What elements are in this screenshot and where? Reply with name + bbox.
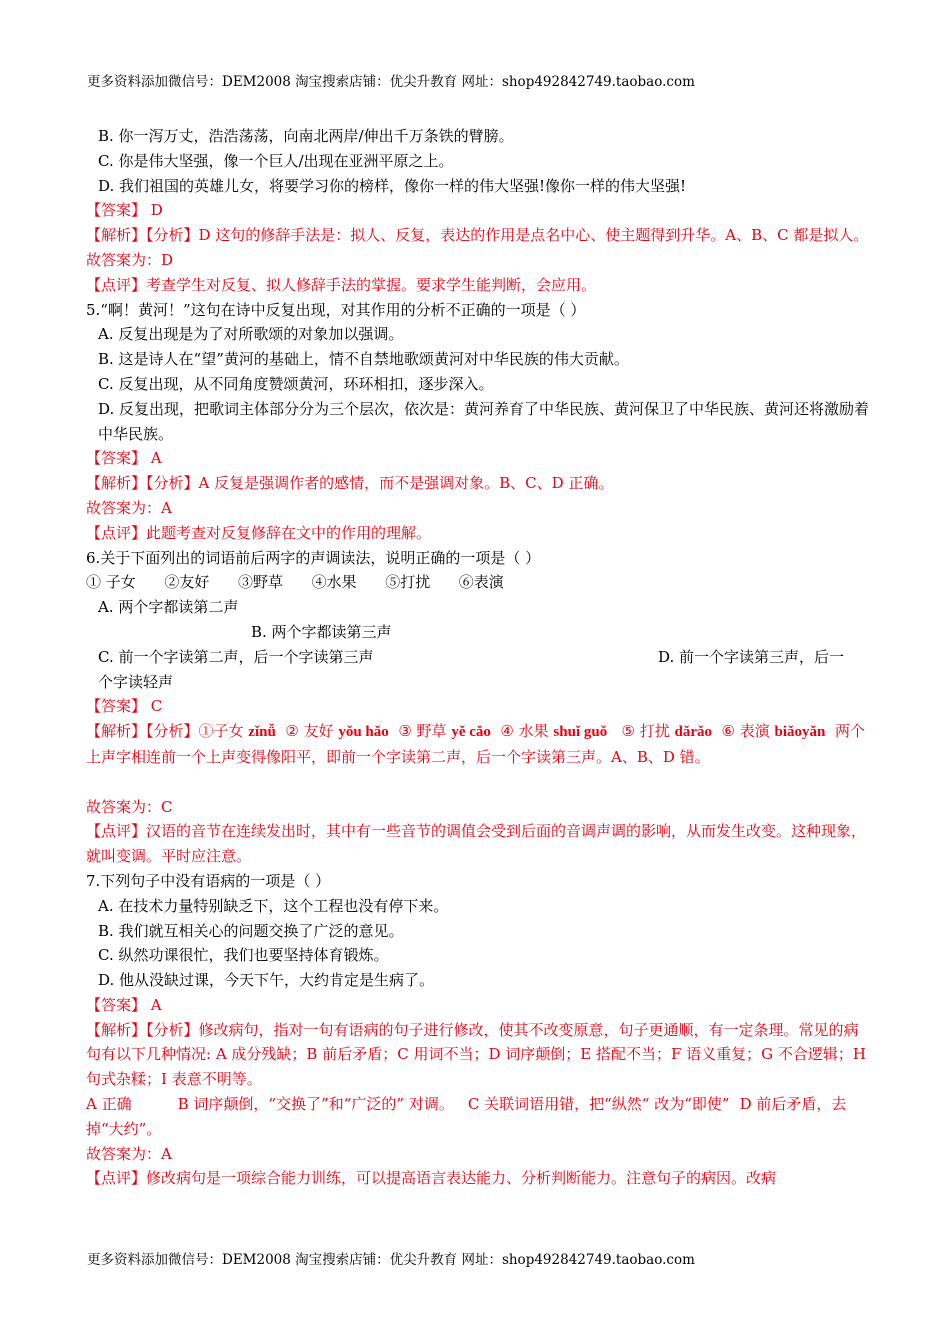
q4-comment: 【点评】考查学生对反复、拟人修辞手法的掌握。要求学生能判断，会应用。 <box>86 275 597 294</box>
q5-answer: 【答案】 A <box>86 449 162 468</box>
q6-pinyin-6: biǎoyǎn <box>774 724 826 741</box>
q6-stem: 6.关于下面列出的词语前后两字的声调读法，说明正确的一项是（ ） <box>86 548 541 567</box>
q7-explain-b: B 词序颠倒，“交换了”和“广泛的” 对调。 <box>177 1095 454 1114</box>
q6-words: ① 子女 ②友好 ③野草 ④水果 ⑤打扰 ⑥表演 <box>86 573 504 592</box>
q7-answer: 【答案】 A <box>86 995 162 1014</box>
q7-option-c: C. 纵然功课很忙，我们也要坚持体育锻炼。 <box>98 946 389 965</box>
document-body <box>86 124 870 1191</box>
q5-analysis: 【解析】【分析】A 反复是强调作者的感情，而不是强调对象。B、C、D 正确。 <box>86 474 614 493</box>
q6-item-6: ⑥ 表演 <box>712 722 775 741</box>
q5-comment: 【点评】此题考查对反复修辞在文中的作用的理解。 <box>86 523 432 542</box>
q7-explain-c: C 关联词语用错，把“纵然“ 改为“即使” <box>467 1095 730 1114</box>
q6-option-c-row <box>86 645 870 670</box>
q6-item-2: ② 友好 <box>275 722 339 741</box>
spacer <box>86 770 870 795</box>
q5-option-a: A. 反复出现是为了对所歌颂的对象加以强调。 <box>98 325 404 344</box>
q7-stem: 7.下列句子中没有语病的一项是（ ） <box>86 871 331 890</box>
q7-explain-a: A 正确 <box>86 1095 132 1114</box>
q7-option-b: B. 我们就互相关心的问题交换了广泛的意见。 <box>98 921 404 940</box>
q6-item-4: ④ 水果 <box>490 722 554 741</box>
page-header: 更多资料添加微信号：DEM2008 淘宝搜索店铺：优尖升教育 网址：shop492842749.taobao.com <box>87 74 695 90</box>
q7-analysis: 【解析】【分析】修改病句，指对一句有语病的句子进行修改，使其不改变原意，句子更通顺，有一定条理。常见的病句有以下几种情况: A 成分残缺；B 前后矛盾；C 用词不当；D 词序颠倒；E 搭配不当；F 语义重复；G 不合逻辑；H 句式杂糅；I 表意不明等。 <box>86 1020 866 1089</box>
q6-option-d-start: D. 前一个字读第三声，后一 <box>658 647 845 666</box>
q4-option-d: D. 我们祖国的英雄儿女，将要学习你的榜样，像你一样的伟大坚强!像你一样的伟大坚强! <box>98 176 687 195</box>
q5-option-d: D. 反复出现，把歌词主体部分分为三个层次，依次是：黄河养育了中华民族、黄河保卫了中华民族、黄河还将激励着中华民族。 <box>98 399 870 443</box>
q6-option-a: A. 两个字都读第二声 <box>98 598 239 617</box>
q7-explain-d: D 前后矛盾，去掉“大约”。 <box>86 1095 847 1138</box>
q4-answer: 【答案】 D <box>86 201 163 220</box>
q6-pinyin-2: yǒu hǎo <box>338 724 389 741</box>
q6-option-b: B. 两个字都读第三声 <box>251 622 392 641</box>
q7-conclusion: 故答案为：A <box>86 1144 172 1163</box>
q6-analysis-rest: 两个上声字相连前一个上声变得像阳平，即前一个字读第二声，后一个字读第三声。A、B、D 错。 <box>86 722 865 766</box>
q6-comment: 【点评】汉语的音节在连续发出时，其中有一些音节的调值会受到后面的音调声调的影响，从而发生改变。这种现象，就叫变调。平时应注意。 <box>86 822 867 866</box>
q4-conclusion: 故答案为：D <box>86 250 174 269</box>
q6-analysis <box>86 719 870 770</box>
q6-item-5: ⑤ 打扰 <box>607 722 675 741</box>
q5-conclusion: 故答案为：A <box>86 498 172 517</box>
q5-option-c: C. 反复出现，从不同角度赞颂黄河，环环相扣，逐步深入。 <box>98 374 494 393</box>
q4-option-b: B. 你一泻万丈，浩浩荡荡，向南北两岸/伸出千万条铁的臂膀。 <box>98 127 514 145</box>
q6-pinyin-5: dǎrǎo <box>674 724 713 741</box>
q6-pinyin-4: shuǐ guǒ <box>553 724 608 741</box>
q5-option-b: B. 这是诗人在“望”黄河的基础上，情不自禁地歌颂黄河对中华民族的伟大贡献。 <box>98 350 629 369</box>
q6-analysis-prefix: 【解析】【分析】 <box>86 722 199 741</box>
q6-pinyin-1: zǐnǚ <box>248 724 276 741</box>
q6-option-c: C. 前一个字读第二声，后一个字读第三声 <box>98 647 374 666</box>
q7-explanation <box>86 1092 870 1142</box>
q6-pinyin-3: yě cǎo <box>451 724 491 741</box>
q6-option-d-cont: 个字读轻声 <box>98 672 174 691</box>
q7-comment: 【点评】修改病句是一项综合能力训练，可以提高语言表达能力、分析判断能力。注意句子的病因。改病 <box>86 1169 777 1188</box>
page-footer: 更多资料添加微信号：DEM2008 淘宝搜索店铺：优尖升教育 网址：shop492842749.taobao.com <box>87 1252 695 1268</box>
q6-item-1: ①子女 <box>198 722 249 741</box>
q5-stem: 5.“啊！黄河！”这句在诗中反复出现，对其作用的分析不正确的一项是（ ） <box>86 300 586 319</box>
q6-answer: 【答案】 C <box>86 697 163 716</box>
q7-option-a: A. 在技术力量特别缺乏下，这个工程也没有停下来。 <box>98 896 449 915</box>
q6-conclusion: 故答案为：C <box>86 797 173 816</box>
q4-option-c: C. 你是伟大坚强，像一个巨人/出现在亚洲平原之上。 <box>98 151 454 170</box>
q6-item-3: ③ 野草 <box>388 722 452 741</box>
q4-analysis: 【解析】【分析】D 这句的修辞手法是：拟人、反复，表达的作用是点名中心、使主题得到升华。A、B、C 都是拟人。 <box>86 226 869 245</box>
q7-option-d: D. 他从没缺过课，今天下午，大约肯定是生病了。 <box>98 971 435 990</box>
